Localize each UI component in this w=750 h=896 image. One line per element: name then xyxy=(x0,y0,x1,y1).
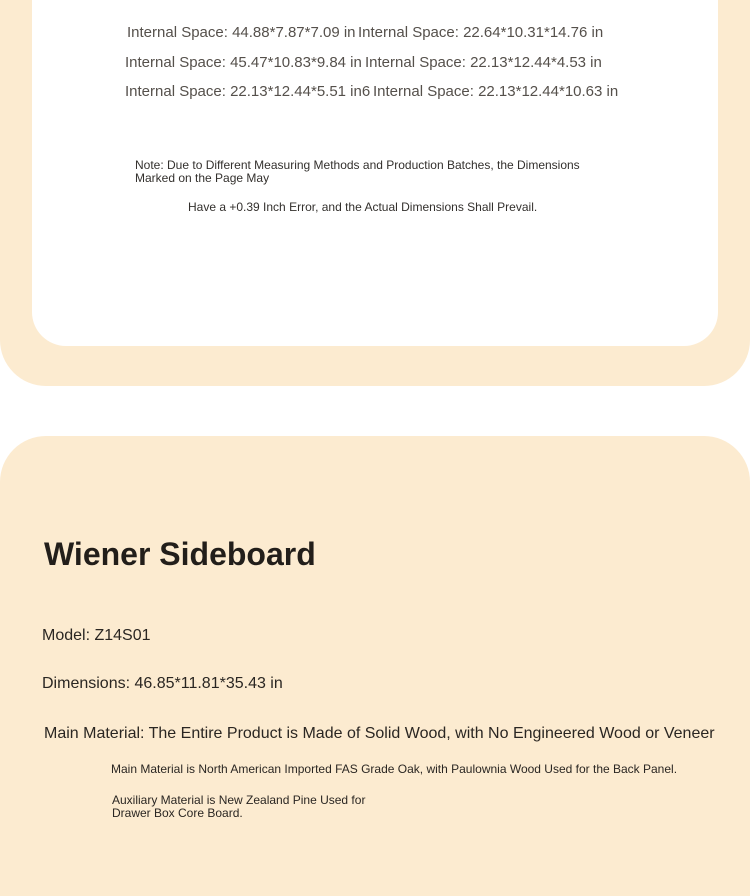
product-dimensions: Dimensions: 46.85*11.81*35.43 in xyxy=(42,675,283,692)
internal-space-3: Internal Space: 45.47*10.83*9.84 in xyxy=(125,54,362,71)
internal-space-4: Internal Space: 22.13*12.44*4.53 in xyxy=(365,54,602,71)
measurement-note-line2: Have a +0.39 Inch Error, and the Actual Dimensions Shall Prevail. xyxy=(188,200,538,214)
internal-space-5: Internal Space: 22.13*12.44*5.51 in6 xyxy=(125,83,371,100)
product-title: Wiener Sideboard xyxy=(44,536,316,572)
internal-space-1: Internal Space: 44.88*7.87*7.09 in xyxy=(127,24,356,41)
internal-space-2: Internal Space: 22.64*10.31*14.76 in xyxy=(358,24,604,41)
product-auxiliary-material: Auxiliary Material is New Zealand Pine Used for Drawer Box Core Board. xyxy=(112,793,366,820)
product-main-material: Main Material: The Entire Product is Made of Solid Wood, with No Engineered Wood or Veneer xyxy=(44,725,715,742)
internal-space-6: Internal Space: 22.13*12.44*10.63 in xyxy=(373,83,619,100)
measurement-note-line1: Note: Due to Different Measuring Methods and Production Batches, the Dimensions Marked on the Page May xyxy=(135,158,580,185)
internal-space-card xyxy=(32,0,718,346)
product-info-section xyxy=(0,436,750,896)
product-model: Model: Z14S01 xyxy=(42,627,151,644)
product-main-material-detail: Main Material is North American Imported FAS Grade Oak, with Paulownia Wood Used for the Back Panel. xyxy=(111,762,678,776)
